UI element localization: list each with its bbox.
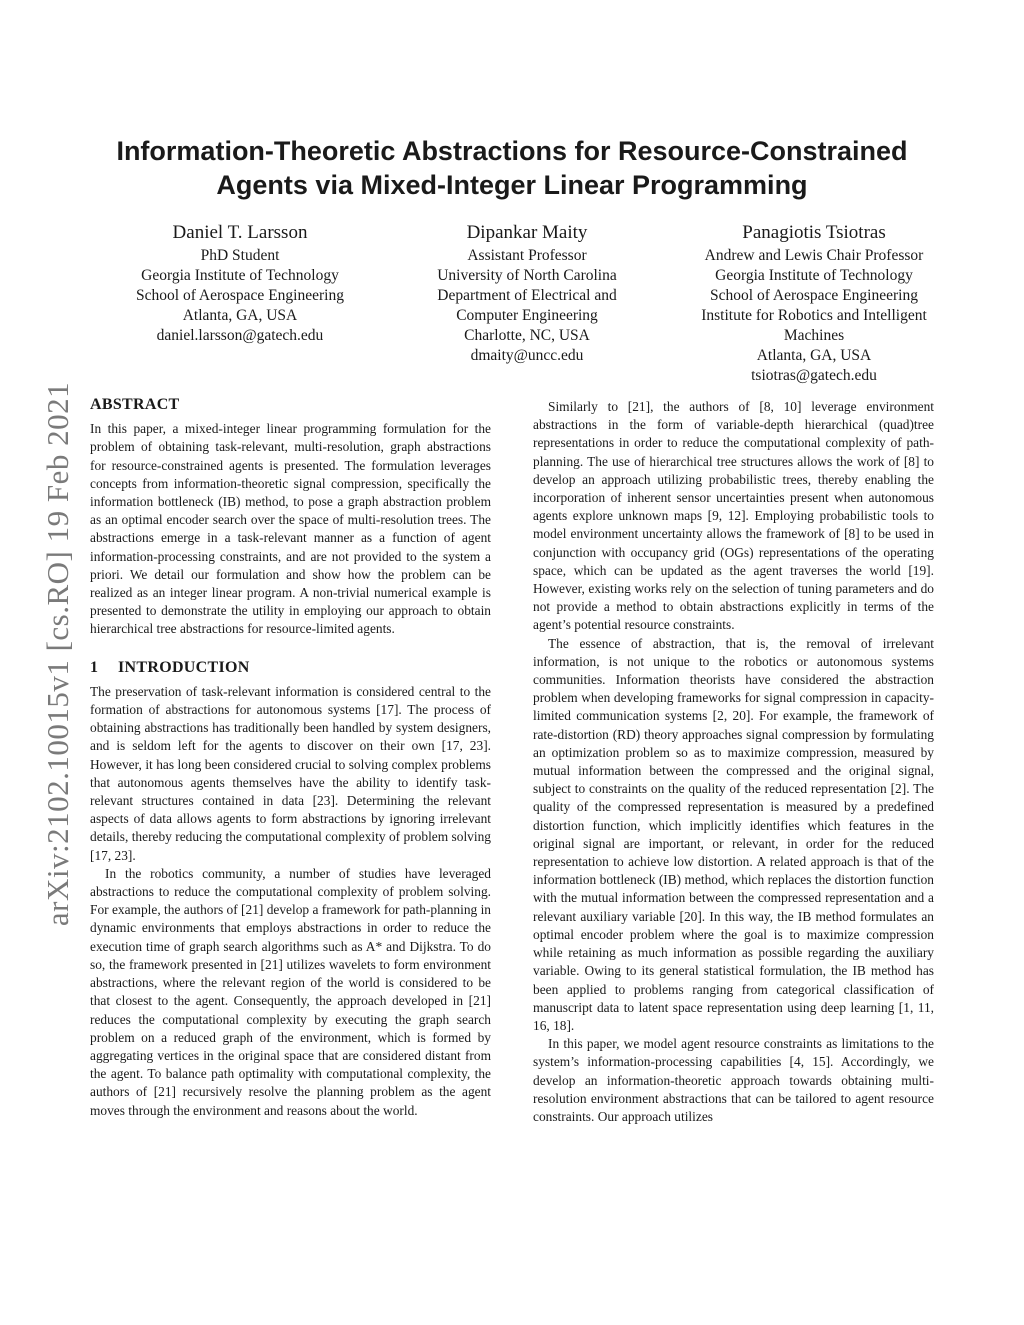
- author-department: School of Aerospace Engineering: [136, 287, 344, 304]
- author-institution: University of North Carolina: [437, 267, 617, 284]
- body-paragraph-2: The essence of abstraction, that is, the removal of irrelevant information, is not unique to the robotics or autonomous systems communities. Information theorists have considered the abstraction problem when developing frameworks for signal compression in capacity-limited communication systems [2, 20]. For example, the framework of rate-distortion (RD) theory approaches signal compression by formulating an optimization problem so as to maximize compression, measured by mutual information between the compressed and the original signal, subject to constraints on the quality of the reduced representation [2]. The quality of the compressed representation is measured by a predefined distortion function, which implicitly identifies which features in the original signal are important, or relevant, in order for the reduced representation to achieve low distortion. A related approach is that of the information bottleneck (IB) method, which replaces the distortion function with the mutual information between the compressed representation and a relevant auxiliary variable [20]. In this way, the IB method formulates an optimal encoder problem where the goal is to maximize compression while retaining as much information as possible regarding the auxiliary variable. Owing to its general statistical formulation, the IB method has been applied to problems ranging from categorical classification of manuscript data to latent space representation using deep learning [1, 11, 16, 18].: [533, 635, 934, 1033]
- author-name: Dipankar Maity: [466, 222, 588, 243]
- arxiv-identifier: arXiv:2102.10015v1 [cs.RO] 19 Feb 2021: [40, 381, 75, 927]
- author-block: [110, 220, 944, 386]
- author-location: Charlotte, NC, USA: [464, 327, 590, 344]
- abstract-heading: ABSTRACT: [90, 396, 180, 413]
- author-email: tsiotras@gatech.edu: [751, 367, 877, 384]
- author-tsiotras: [684, 220, 944, 386]
- paper-title: [80, 134, 944, 202]
- author-name: Daniel T. Larsson: [172, 222, 308, 243]
- author-position: Andrew and Lewis Chair Professor: [704, 247, 924, 264]
- author-institution: Georgia Institute of Technology: [141, 267, 339, 284]
- title-line-2: Agents via Mixed-Integer Linear Programming: [216, 170, 808, 200]
- author-department-cont: Computer Engineering: [456, 307, 598, 324]
- author-position: Assistant Professor: [467, 247, 587, 264]
- section-number: 1: [90, 658, 99, 676]
- body-paragraph-1: Similarly to [21], the authors of [8, 10] leverage environment abstractions in the form of variable-depth hierarchical (quad)tree representations in order to reduce the computational complexity of path-planning. The use of hierarchical tree structures allows the work of [8] to develop an approach utilizing probabilistic trees, thereby enabling the incorporation of inherent sensor uncertainties present when autonomous agents explore unknown maps [9, 12]. Employing probabilistic tools to model environment uncertainty allows the framework of [8] to be used in conjunction with occupancy grid (OGs) representations of the operating space, which can be updated as the agent traverses the world [19]. However, existing works rely on the selection of tuning parameters and do not provide a method to obtain abstractions explicitly in terms of the agent’s potential resource constraints.: [533, 399, 934, 633]
- body-paragraph-3: In this paper, we model agent resource constraints as limitations to the system’s information-processing capabilities [4, 15]. Accordingly, we develop an information-theoretic approach towards obtaining multi-resolution environment abstractions that can be tailored to agent resource constraints. Our approach utilizes: [533, 1036, 934, 1124]
- abstract-text: In this paper, a mixed-integer linear programming formulation for the problem of obtaining task-relevant, multi-resolution, graph abstractions for resource-constrained agents is presented. The formulation leverages concepts from information-theoretic signal compression, specifically the information bottleneck (IB) method, to pose a graph abstraction problem as an optimal encoder search over the space of multi-resolution trees. The abstractions emerge in a task-relevant manner as a function of agent information-processing constraints, and are not provided to the system a priori. We detail our formulation and show how the problem can be realized as an integer linear program. A non-trivial numerical example is presented to demonstrate the utility in employing our approach to obtain hierarchical tree abstractions for resource-limited agents.: [90, 421, 491, 637]
- author-location: Atlanta, GA, USA: [756, 347, 872, 364]
- author-department: School of Aerospace Engineering: [710, 287, 918, 304]
- intro-paragraph-1: The preservation of task-relevant information is considered central to the formation of abstractions for autonomous systems [17]. The process of obtaining abstractions has traditionally been handled by system designers, and is seldom left for the agents to discover on their own [17, 23]. However, it has long been considered crucial to solving complex problems that autonomous agents themselves have the ability to identify task-relevant structures contained in data [23]. Determining the relevant aspects of data allows agents to form abstractions by ignoring irrelevant details, thereby reducing the computational complexity of problem solving [17, 23].: [90, 683, 491, 863]
- author-email: daniel.larsson@gatech.edu: [156, 327, 324, 344]
- author-department: Department of Electrical and: [437, 287, 617, 304]
- section-title: INTRODUCTION: [118, 658, 250, 676]
- author-institution: Georgia Institute of Technology: [715, 267, 913, 284]
- author-email: dmaity@uncc.edu: [470, 347, 584, 364]
- author-maity: [397, 220, 657, 386]
- right-column: [533, 398, 934, 1126]
- author-position: PhD Student: [200, 247, 280, 264]
- author-institute: Institute for Robotics and Intelligent: [701, 307, 927, 324]
- author-name: Panagiotis Tsiotras: [742, 222, 886, 243]
- introduction-heading: [90, 659, 491, 677]
- author-larsson: [110, 220, 370, 386]
- author-location: Atlanta, GA, USA: [182, 307, 298, 324]
- left-column: [90, 396, 491, 1120]
- intro-paragraph-2: In the robotics community, a number of studies have leveraged abstractions to reduce the computational complexity of problem solving. For example, the authors of [21] develop a framework for path-planning in dynamic environments that employs abstractions in order to reduce the execution time of graph search algorithms such as A* and Dijkstra. To do so, the framework presented in [21] utilizes wavelets to form environment abstractions, where the relevant region of the world is considered to be that closest to the agent. Consequently, the approach developed in [21] reduces the computational complexity by executing the graph search problem on a reduced graph of the environment, which is formed by aggregating vertices in the original space that are considered distant from the agent. To balance path optimality with computational complexity, the authors of [21] recursively resolve the planning problem as the agent moves through the environment and reasons about the world.: [90, 865, 491, 1118]
- author-institute-cont: Machines: [783, 327, 845, 344]
- title-line-1: Information-Theoretic Abstractions for Resource-Constrained: [116, 136, 908, 166]
